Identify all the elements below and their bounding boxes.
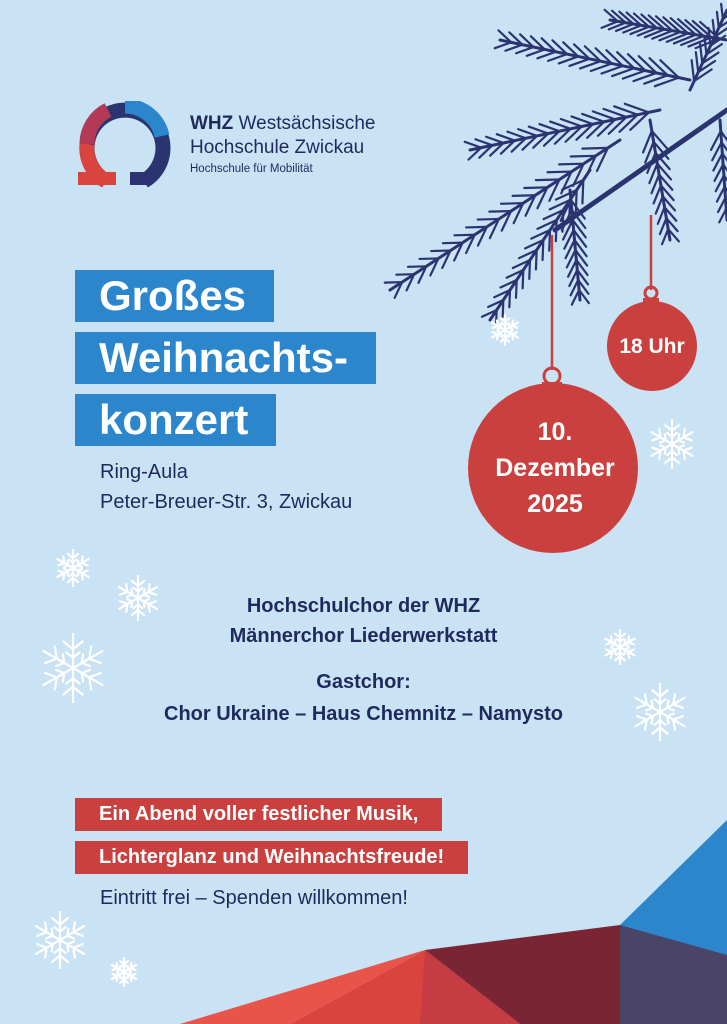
tagline-line2: Lichterglanz und Weihnachtsfreude! xyxy=(75,841,468,874)
brand-tagline: Hochschule für Mobilität xyxy=(190,163,313,175)
time-label: 18 Uhr xyxy=(619,335,685,358)
brand-name: Westsächsische xyxy=(238,113,376,134)
performer-choir-2: Männerchor Liederwerkstatt xyxy=(229,625,498,647)
snowflake-icon xyxy=(55,550,91,586)
guest-choir-label: Gastchor: xyxy=(316,671,411,693)
logo-ring-icon xyxy=(78,101,172,187)
venue xyxy=(100,457,352,517)
brand-line2: Hochschule Zwickau xyxy=(190,137,365,158)
brand-short: WHZ xyxy=(190,113,234,134)
venue-address: Peter-Breuer-Str. 3, Zwickau xyxy=(100,491,353,513)
guest-choir-names: Chor Ukraine – Haus Chemnitz – Namysto xyxy=(164,703,563,725)
photo-credit xyxy=(715,20,725,100)
date-day: 10. xyxy=(537,418,573,446)
logo-wordmark xyxy=(190,112,375,178)
date-year: 2025 xyxy=(527,490,583,518)
title-line2: Weihnachts- xyxy=(75,332,376,384)
title-line1: Großes xyxy=(75,270,274,322)
admission-note: Eintritt frei – Spenden willkommen! xyxy=(100,887,408,909)
venue-name: Ring-Aula xyxy=(100,461,188,483)
corner-graphic xyxy=(0,815,727,1024)
tagline-line1: Ein Abend voller festlicher Musik, xyxy=(75,798,442,831)
date-month: Dezember xyxy=(495,454,615,482)
title-line3: konzert xyxy=(75,394,276,446)
performer-choir-1: Hochschulchor der WHZ xyxy=(246,595,481,617)
